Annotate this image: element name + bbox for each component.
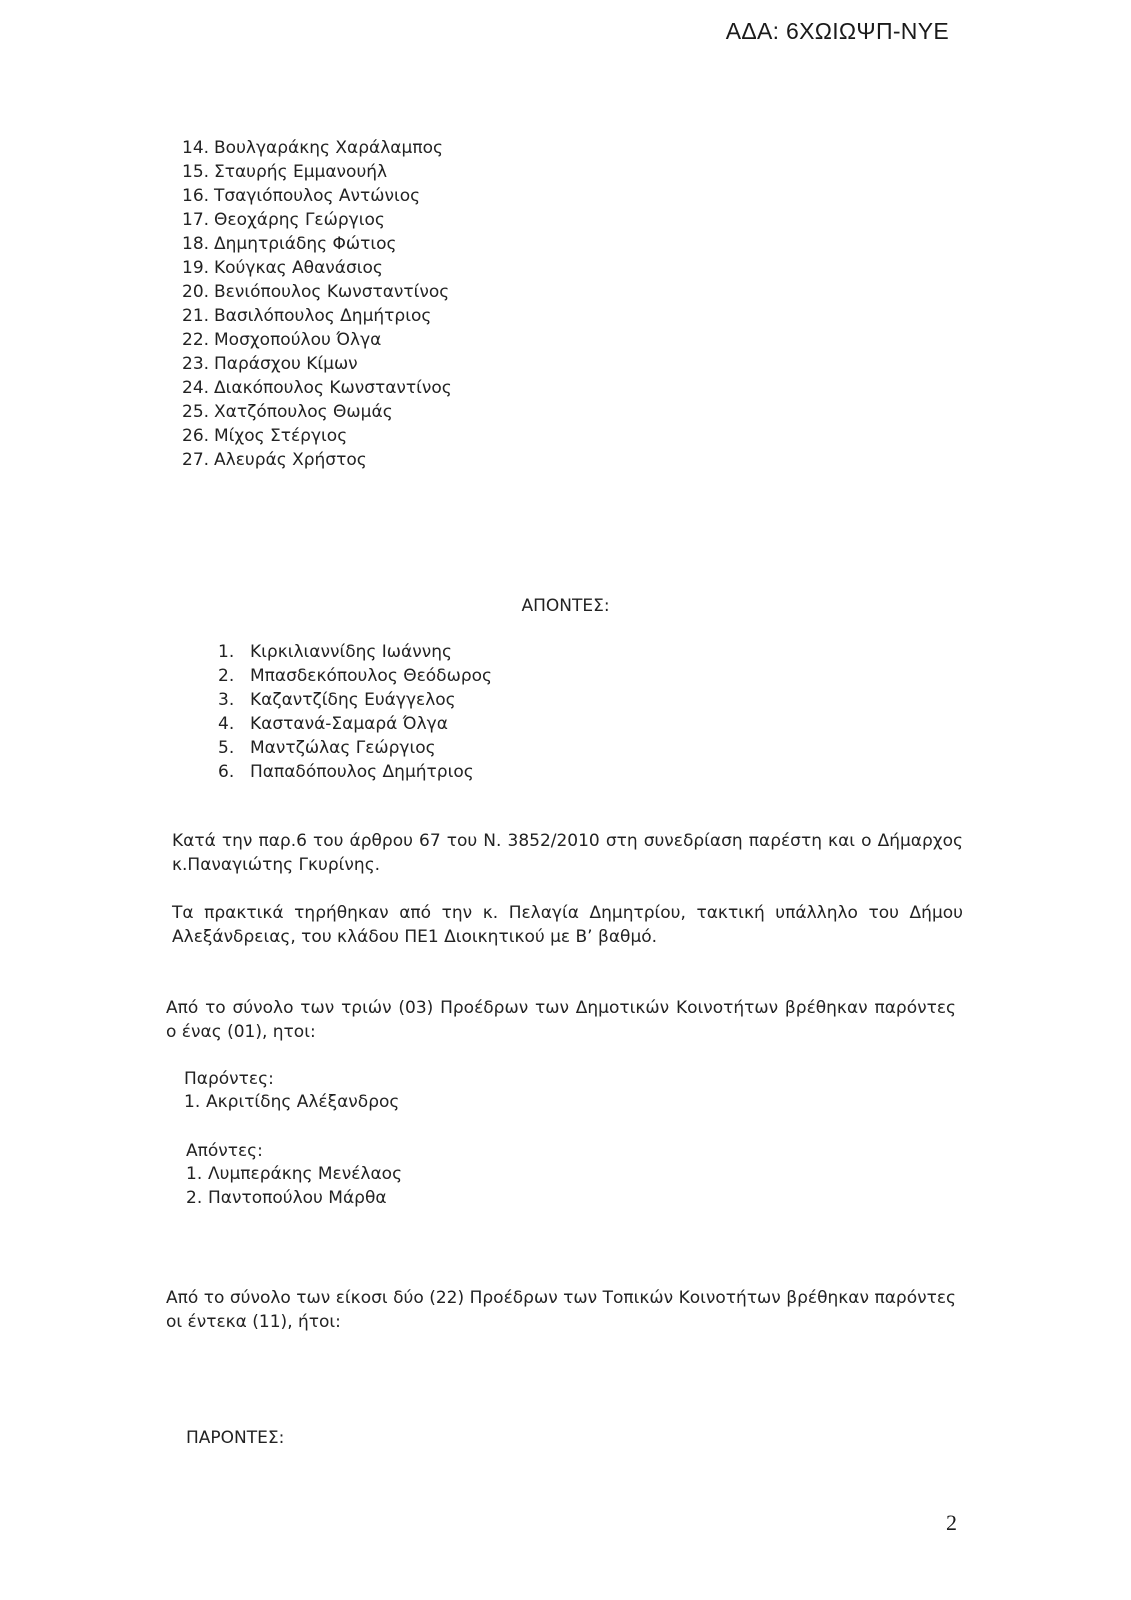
member-name: Παντοπούλου Μάρθα [208,1188,387,1208]
item-number: 5. [218,738,235,758]
member-name: Χατζόπουλος Θωμάς [214,402,393,422]
list-item [186,1162,402,1186]
member-name: Λυμπεράκης Μενέλαος [208,1164,403,1184]
community-present-list [184,1090,399,1114]
list-item [182,256,452,280]
list-item [218,664,492,688]
list-item [182,160,452,184]
list-item [218,712,492,736]
member-name: Μίχος Στέργιος [214,426,348,446]
item-number: 14. [182,138,210,158]
ada-code: ΑΔΑ: 6ΧΩΙΩΨΠ-ΝΥΕ [725,18,949,44]
member-name: Βενιόπουλος Κωνσταντίνος [214,282,450,302]
list-item [182,400,452,424]
list-item [182,424,452,448]
member-name: Κιρκιλιαννίδης Ιωάννης [250,642,452,662]
community-absent-label: Απόντες: [186,1141,263,1161]
member-name: Αλευράς Χρήστος [214,450,367,470]
member-name: Σταυρής Εμμανουήλ [214,162,388,182]
item-number: 3. [218,690,235,710]
list-item [182,376,452,400]
member-name: Βουλγαράκης Χαράλαμπος [214,138,443,158]
list-item [182,328,452,352]
item-number: 17. [182,210,210,230]
community-absent-list [186,1162,402,1210]
mayor-paragraph: Κατά την παρ.6 του άρθρου 67 του Ν. 3852/2010 στη συνεδρίαση παρέστη και ο Δήμαρχος κ.Παναγιώτης Γκυρίνης. [172,831,963,875]
member-name: Καζαντζίδης Ευάγγελος [250,690,456,710]
member-name: Μαντζώλας Γεώργιος [250,738,436,758]
item-number: 23. [182,354,210,374]
member-name: Δημητριάδης Φώτιος [214,234,397,254]
list-item [182,136,452,160]
member-name: Βασιλόπουλος Δημήτριος [214,306,432,326]
item-number: 15. [182,162,210,182]
list-item [182,184,452,208]
list-item [218,736,492,760]
absent-heading: ΑΠΟΝΤΕΣ: [521,596,610,616]
present-members-list [182,136,452,472]
list-item [218,760,492,784]
list-item [182,352,452,376]
member-name: Κούγκας Αθανάσιος [214,258,383,278]
item-number: 1. [184,1092,201,1112]
item-number: 16. [182,186,210,206]
list-item [182,232,452,256]
item-number: 24. [182,378,210,398]
item-number: 6. [218,762,235,782]
item-number: 2. [186,1188,203,1208]
list-item [182,304,452,328]
member-name: Μπασδεκόπουλος Θεόδωρος [250,666,492,686]
list-item [218,640,492,664]
community-present-label: Παρόντες: [184,1069,274,1089]
item-number: 1. [186,1164,203,1184]
item-number: 19. [182,258,210,278]
item-number: 26. [182,426,210,446]
list-item [218,688,492,712]
member-name: Μοσχοπούλου Όλγα [214,330,382,350]
item-number: 1. [218,642,235,662]
member-name: Παπαδόπουλος Δημήτριος [250,762,474,782]
item-number: 27. [182,450,210,470]
list-item [184,1090,399,1114]
minutes-paragraph: Τα πρακτικά τηρήθηκαν από την κ. Πελαγία Δημητρίου, τακτική υπάλληλο του Δήμου Αλεξάνδρειας, του κλάδου ΠΕ1 Διοικητικού με Β’ βαθμό. [172,903,963,947]
item-number: 20. [182,282,210,302]
list-item [182,208,452,232]
member-name: Τσαγιόπουλος Αντώνιος [214,186,421,206]
page-number: 2 [946,1510,957,1535]
list-item [182,280,452,304]
member-name: Ακριτίδης Αλέξανδρος [206,1092,400,1112]
list-item [186,1186,402,1210]
member-name: Θεοχάρης Γεώργιος [214,210,385,230]
item-number: 22. [182,330,210,350]
item-number: 18. [182,234,210,254]
absent-members-list [218,640,492,784]
item-number: 25. [182,402,210,422]
member-name: Διακόπουλος Κωνσταντίνος [214,378,452,398]
local-present-heading: ΠΑΡΟΝΤΕΣ: [186,1428,285,1448]
member-name: Παράσχου Κίμων [214,354,358,374]
member-name: Καστανά-Σαμαρά Όλγα [250,714,448,734]
item-number: 2. [218,666,235,686]
municipal-presidents-paragraph: Από το σύνολο των τριών (03) Προέδρων των Δημοτικών Κοινοτήτων βρέθηκαν παρόντες ο ένας (01), ητοι: [166,998,956,1042]
item-number: 4. [218,714,235,734]
local-presidents-paragraph: Από το σύνολο των είκοσι δύο (22) Προέδρων των Τοπικών Κοινοτήτων βρέθηκαν παρόντες οι έντεκα (11), ήτοι: [166,1288,956,1332]
item-number: 21. [182,306,210,326]
list-item [182,448,452,472]
